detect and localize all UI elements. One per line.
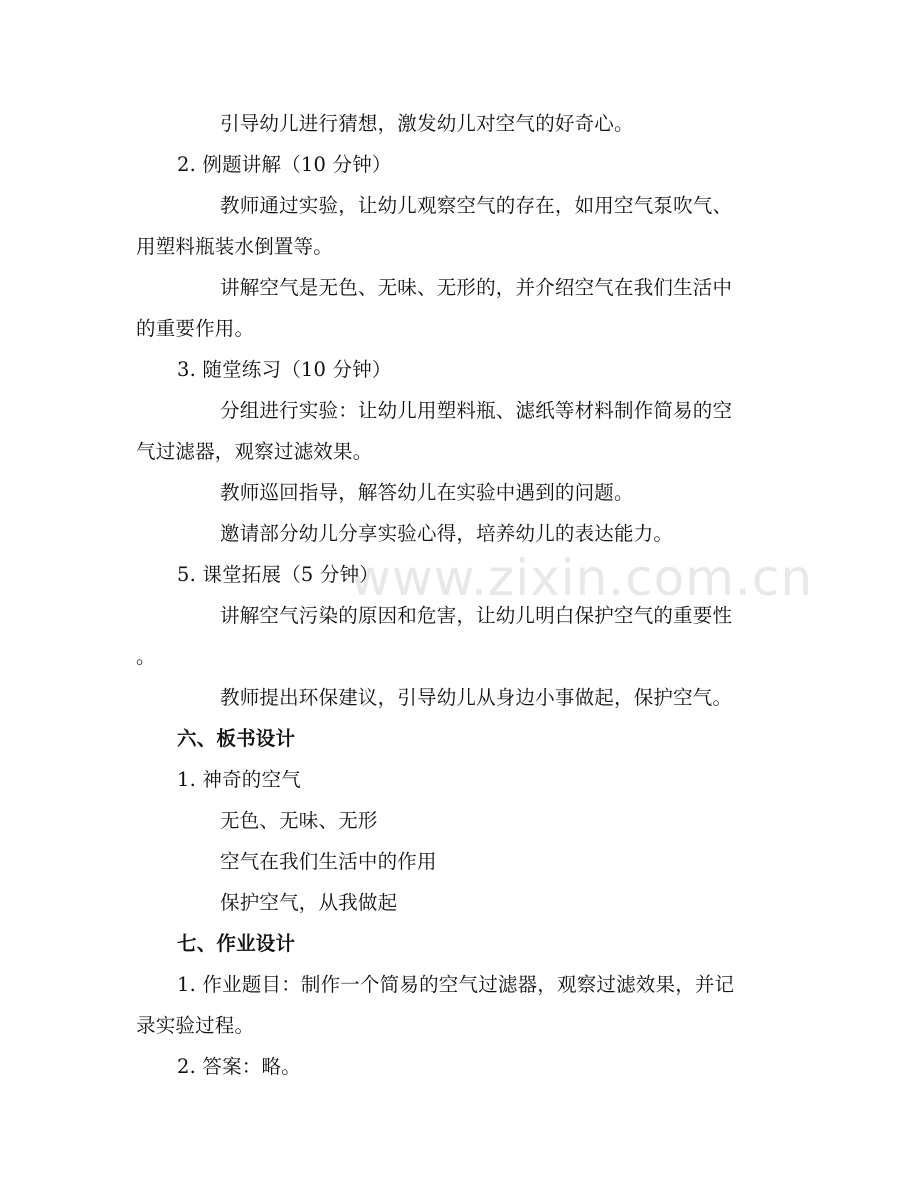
paragraph-line: 保护空气，从我做起 xyxy=(220,891,398,914)
paragraph-line: 讲解空气污染的原因和危害，让幼儿明白保护空气的重要性 xyxy=(220,604,733,627)
paragraph-line: 。 xyxy=(136,645,156,668)
list-item-heading: 3. 随堂练习（10 分钟） xyxy=(177,358,392,381)
paragraph-line: 教师巡回指导，解答幼儿在实验中遇到的问题。 xyxy=(220,481,634,504)
list-item-heading: 2. 例题讲解（10 分钟） xyxy=(177,153,392,176)
watermark: www.zixin.com.cn xyxy=(350,549,814,607)
paragraph-line: 用塑料瓶装水倒置等。 xyxy=(136,235,334,258)
paragraph-line: 教师通过实验，让幼儿观察空气的存在，如用空气泵吹气、 xyxy=(220,194,733,217)
paragraph-line: 气过滤器，观察过滤效果。 xyxy=(136,440,373,463)
paragraph-line: 的重要作用。 xyxy=(136,317,255,340)
paragraph-line: 分组进行实验：让幼儿用塑料瓶、滤纸等材料制作简易的空 xyxy=(220,399,733,422)
paragraph-line: 教师提出环保建议，引导幼儿从身边小事做起，保护空气。 xyxy=(220,686,733,709)
paragraph-line: 引导幼儿进行猜想，激发幼儿对空气的好奇心。 xyxy=(220,112,634,135)
section-heading: 六、板书设计 xyxy=(177,727,296,750)
paragraph-line: 录实验过程。 xyxy=(136,1014,255,1037)
paragraph-line: 无色、无味、无形 xyxy=(220,809,378,832)
paragraph-line: 邀请部分幼儿分享实验心得，培养幼儿的表达能力。 xyxy=(220,522,674,545)
paragraph-line: 讲解空气是无色、无味、无形的，并介绍空气在我们生活中 xyxy=(220,276,733,299)
paragraph-line: 空气在我们生活中的作用 xyxy=(220,850,437,873)
list-item: 2. 答案：略。 xyxy=(177,1055,301,1078)
list-item-heading: 5. 课堂拓展（5 分钟） xyxy=(177,563,380,586)
list-item-heading: 1. 神奇的空气 xyxy=(177,768,301,791)
list-item: 1. 作业题目：制作一个简易的空气过滤器，观察过滤效果，并记 xyxy=(177,973,735,996)
section-heading: 七、作业设计 xyxy=(177,932,296,955)
